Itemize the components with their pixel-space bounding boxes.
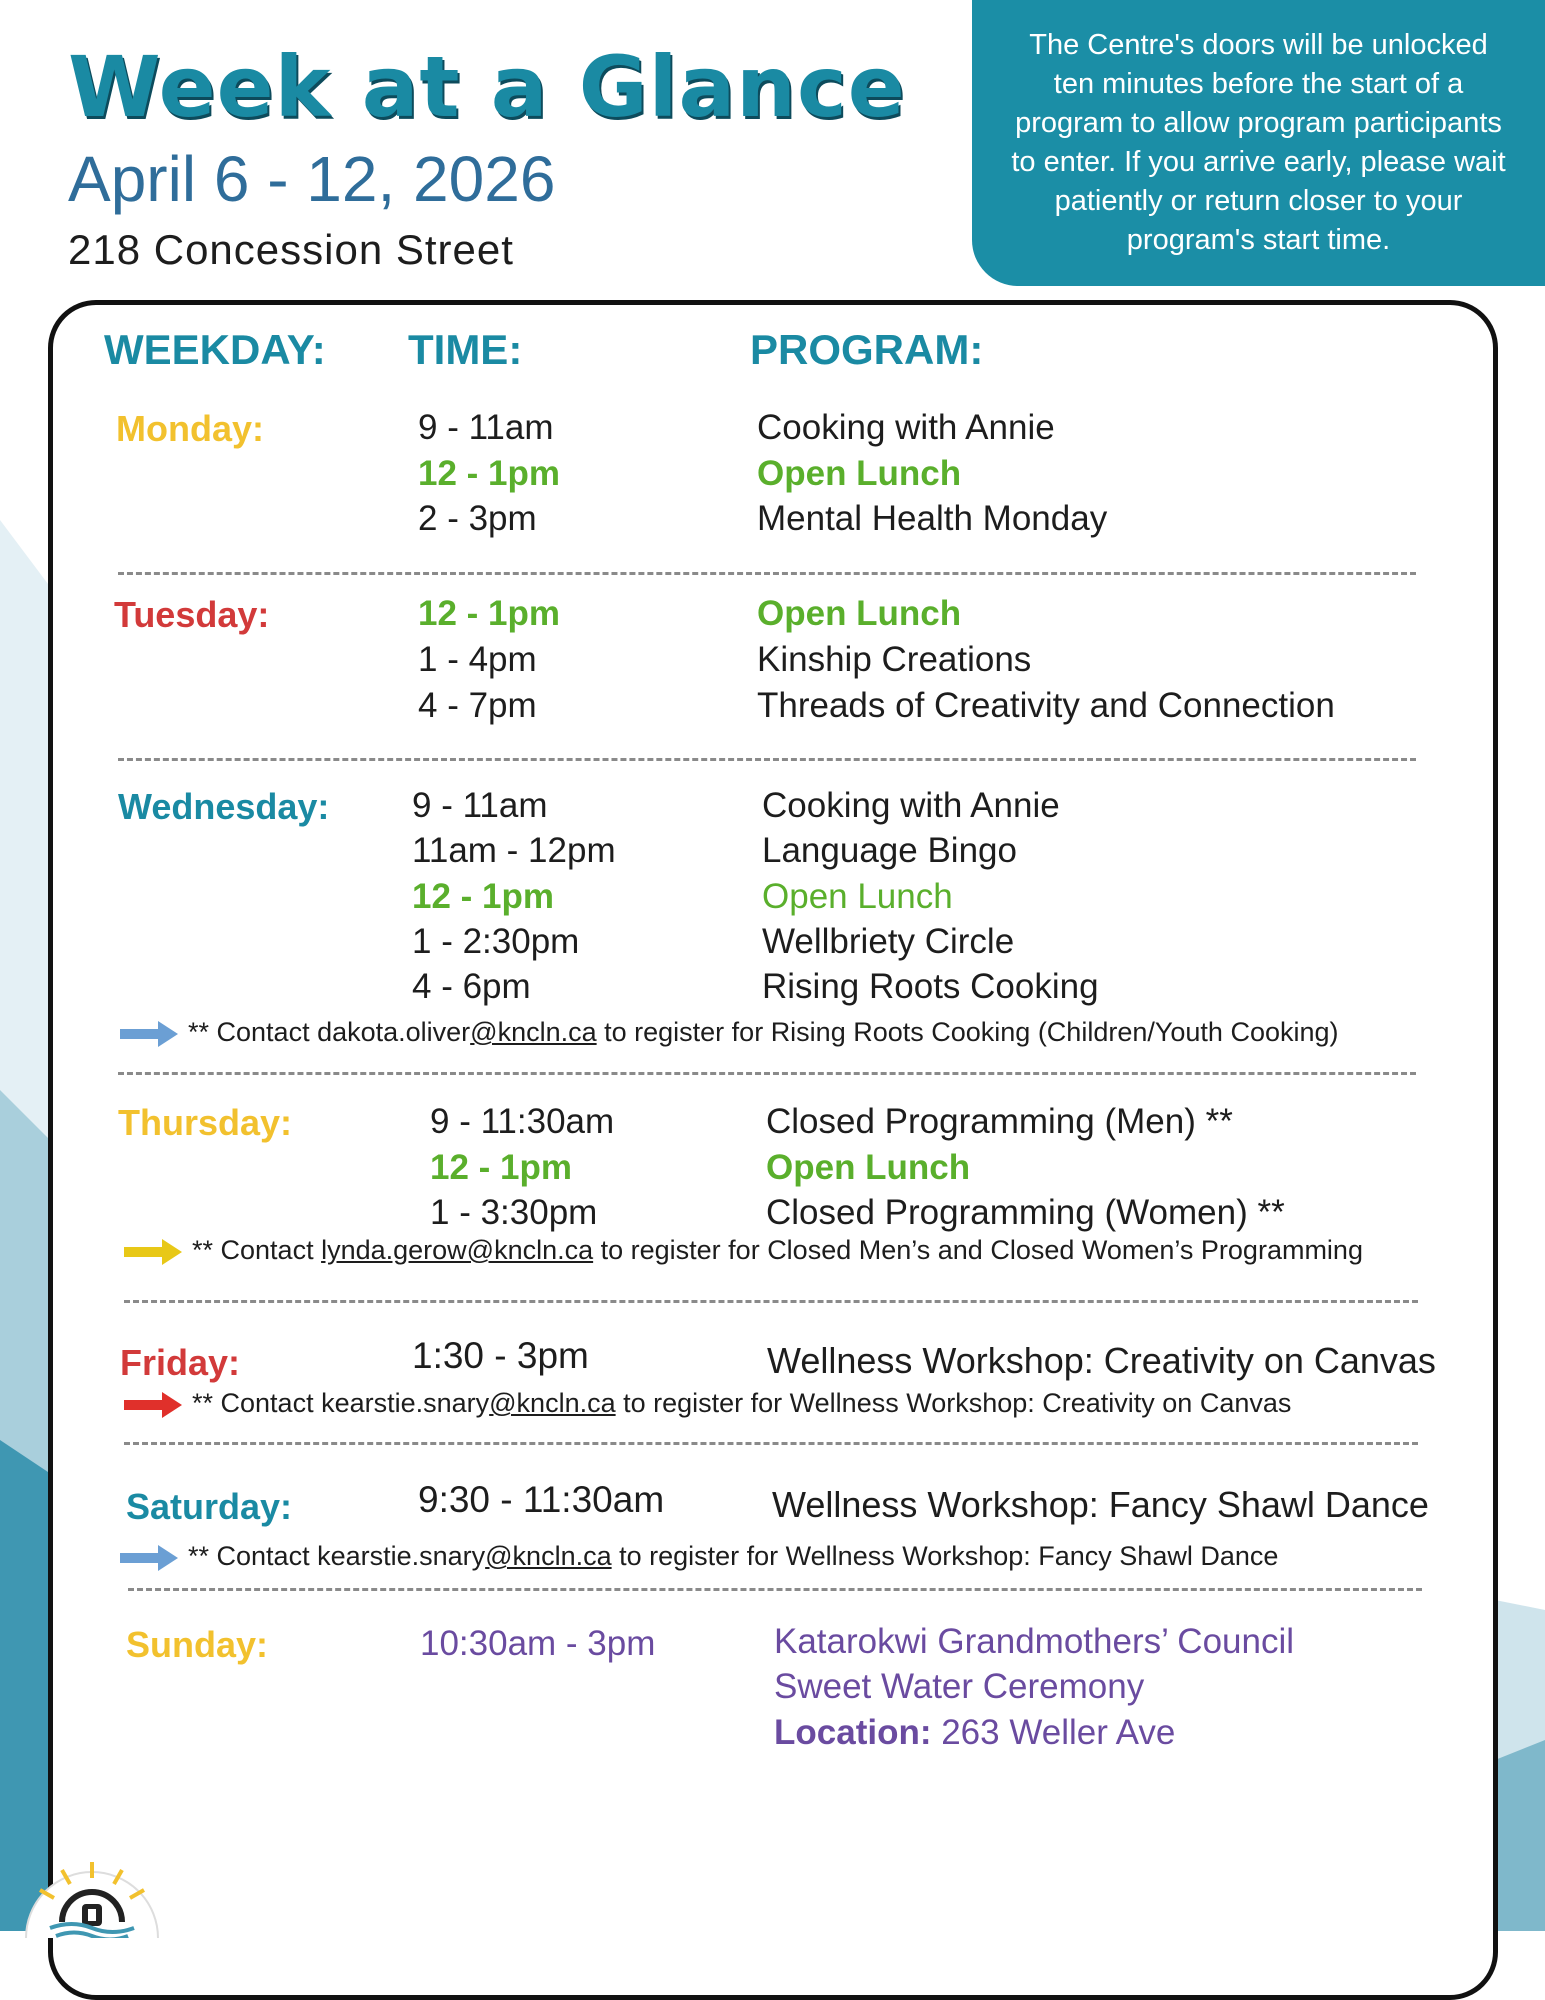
program-cell: Open Lunch	[766, 1148, 971, 1187]
program-cell: Wellness Workshop: Creativity on Canvas	[767, 1340, 1436, 1381]
program-cell: Mental Health Monday	[757, 499, 1108, 538]
program-cell: Threads of Creativity and Connection	[757, 686, 1335, 725]
program-cell: Rising Roots Cooking	[762, 967, 1099, 1006]
program-cell: Language Bingo	[762, 831, 1017, 870]
arrow-right-icon	[124, 1392, 182, 1418]
arrow-right-icon	[124, 1239, 182, 1265]
time-cell: 4 - 7pm	[418, 686, 537, 725]
notice-line: program to allow program participants	[1015, 107, 1502, 139]
time-cell: 1 - 3:30pm	[430, 1193, 598, 1232]
address: 218 Concession Street	[68, 226, 514, 273]
doors-notice	[972, 0, 1545, 286]
time-cell: 9 - 11am	[418, 408, 554, 447]
day-wednesday: Wednesday:	[118, 786, 330, 827]
time-cell: 12 - 1pm	[412, 877, 554, 916]
time-cell: 9 - 11:30am	[430, 1102, 615, 1141]
program-cell: Katarokwi Grandmothers’ Council	[774, 1622, 1295, 1661]
note-text: ** Contact kearstie.snary	[192, 1388, 490, 1418]
page-title: Week at a Glance	[68, 38, 906, 136]
note-text: ** Contact dakota.oliver	[188, 1017, 471, 1047]
note-text: ** Contact kearstie.snary	[188, 1541, 486, 1571]
arrow-right-icon	[120, 1545, 178, 1571]
column-header-weekday: WEEKDAY:	[104, 326, 326, 373]
note-text: to register for Wellness Workshop: Creativity on Canvas	[615, 1388, 1292, 1418]
column-header-program: PROGRAM:	[750, 326, 984, 373]
time-cell: 2 - 3pm	[418, 499, 537, 538]
program-cell: Cooking with Annie	[762, 786, 1060, 825]
day-monday: Monday:	[116, 408, 264, 449]
time-cell: 9 - 11am	[412, 786, 548, 825]
thursday-note	[192, 1235, 1363, 1266]
divider	[118, 1072, 1416, 1075]
notice-line: to enter. If you arrive early, please wait	[1011, 146, 1506, 178]
email-link[interactable]: @kncln.ca	[485, 1541, 612, 1571]
email-link[interactable]: lynda.gerow@kncln.ca	[321, 1235, 594, 1265]
divider	[124, 1442, 1418, 1445]
notice-line: program's start time.	[1126, 224, 1391, 256]
date-range: April 6 - 12, 2026	[68, 143, 556, 215]
note-text: ** Contact	[192, 1235, 322, 1265]
divider	[118, 572, 1416, 575]
wednesday-note	[188, 1017, 1339, 1048]
divider	[128, 1588, 1422, 1591]
notice-line: ten minutes before the start of a	[1053, 68, 1464, 100]
location-value: 263 Weller Ave	[931, 1713, 1176, 1752]
note-text: to register for Wellness Workshop: Fancy Shawl Dance	[611, 1541, 1279, 1571]
time-cell: 11am - 12pm	[412, 831, 616, 870]
friday-note	[192, 1388, 1291, 1419]
email-link[interactable]: @kncln.ca	[489, 1388, 616, 1418]
note-text: to register for Rising Roots Cooking (Children/Youth Cooking)	[596, 1017, 1339, 1047]
time-cell: 12 - 1pm	[418, 594, 560, 633]
program-cell: Wellness Workshop: Fancy Shawl Dance	[772, 1484, 1429, 1525]
program-cell: Kinship Creations	[757, 640, 1032, 679]
note-text: to register for Closed Men’s and Closed Women’s Programming	[593, 1235, 1363, 1265]
program-cell: Cooking with Annie	[757, 408, 1055, 447]
day-thursday: Thursday:	[118, 1102, 293, 1143]
program-cell: Wellbriety Circle	[762, 922, 1015, 961]
day-sunday: Sunday:	[126, 1624, 269, 1665]
program-cell: Open Lunch	[757, 594, 962, 633]
notice-line: The Centre's doors will be unlocked	[1029, 29, 1488, 61]
divider	[124, 1300, 1418, 1303]
location-label: Location:	[774, 1713, 932, 1752]
time-cell: 1 - 4pm	[418, 640, 537, 679]
time-cell: 12 - 1pm	[418, 454, 560, 493]
notice-line: patiently or return closer to your	[1054, 185, 1463, 217]
program-cell: Closed Programming (Women) **	[766, 1193, 1285, 1232]
time-cell: 12 - 1pm	[430, 1148, 572, 1187]
day-saturday: Saturday:	[126, 1486, 293, 1527]
time-cell: 4 - 6pm	[412, 967, 531, 1006]
day-tuesday: Tuesday:	[114, 594, 270, 635]
time-cell: 10:30am - 3pm	[420, 1624, 656, 1663]
time-cell: 9:30 - 11:30am	[418, 1479, 665, 1520]
program-cell: Open Lunch	[757, 454, 962, 493]
time-cell: 1 - 2:30pm	[412, 922, 580, 961]
organization-logo-icon	[22, 1848, 162, 1938]
saturday-note	[188, 1541, 1278, 1572]
divider	[118, 758, 1416, 761]
day-friday: Friday:	[120, 1342, 241, 1383]
sunday-location	[774, 1713, 1175, 1753]
arrow-right-icon	[120, 1021, 178, 1047]
program-cell: Sweet Water Ceremony	[774, 1667, 1145, 1706]
column-header-time: TIME:	[408, 326, 523, 373]
email-link[interactable]: @kncln.ca	[470, 1017, 597, 1047]
program-cell: Closed Programming (Men) **	[766, 1102, 1233, 1141]
program-cell: Open Lunch	[762, 877, 953, 916]
time-cell: 1:30 - 3pm	[412, 1335, 589, 1376]
